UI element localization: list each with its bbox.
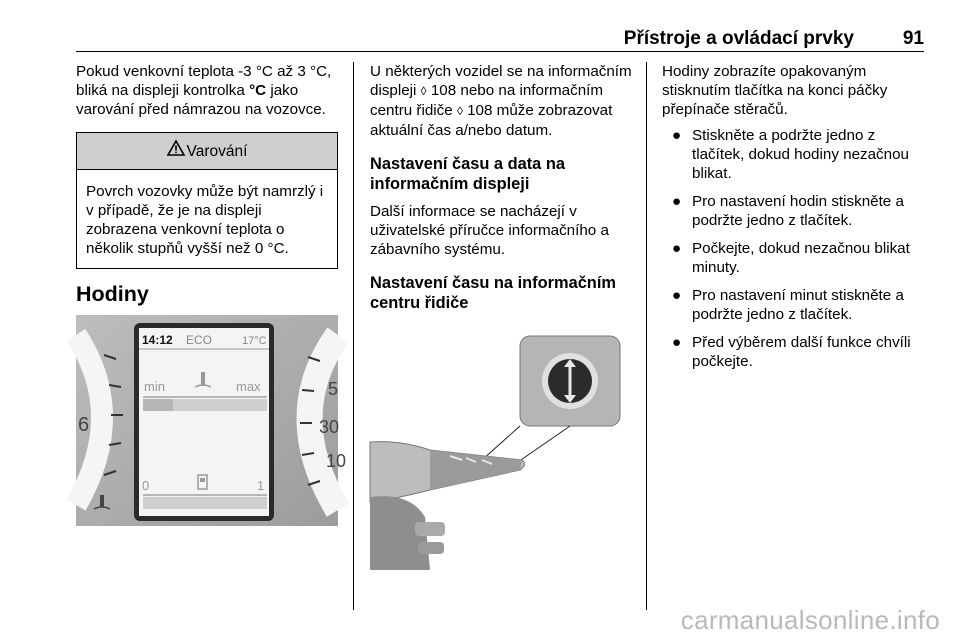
bullet-icon: ● xyxy=(672,127,682,144)
page-number: 91 xyxy=(902,28,924,49)
display-time: 14:12 xyxy=(142,333,173,347)
clock-display-figure xyxy=(76,315,347,526)
warning-box xyxy=(76,132,338,269)
clock-display-paragraph: Hodiny zobrazíte opakovaným stisknutím tlačítka na konci páčky přepínače stěračů. xyxy=(662,63,888,118)
watermark: carmanualsonline.info xyxy=(680,605,940,635)
header-title: Přístroje a ovládací prvky xyxy=(623,28,854,49)
column-divider xyxy=(353,62,354,610)
page-reference-icon: ◊ xyxy=(420,84,427,98)
warning-triangle-icon xyxy=(167,133,185,170)
warning-text: Povrch vozovky může být namrzlý i v případě, že je na displeji zobrazena venkovní teplota o několik stupňů vyšší než 0 °C. xyxy=(86,183,324,257)
gauge-min-label: min xyxy=(144,379,165,394)
list-item: ● Pro nastavení minut stiskněte a podržte jedno z tlačítek. xyxy=(672,287,904,323)
column-1 xyxy=(76,62,342,314)
fuel-max-label: 1 xyxy=(257,478,265,493)
dial-left-number: 6 xyxy=(78,414,90,436)
display-mode: ECO xyxy=(186,333,213,347)
bullet-icon: ● xyxy=(672,334,682,351)
display-temperature: 17°C xyxy=(242,335,267,347)
wiper-lever-figure xyxy=(370,332,624,570)
page-reference-icon: ◊ xyxy=(456,104,463,118)
temperature-indicator-label: °C xyxy=(249,82,267,99)
subheading-info-display: Nastavení času a data na informačním displeji xyxy=(370,155,565,193)
list-item: ● Pro nastavení hodin stiskněte a podržte jedno z tlačítek. xyxy=(672,193,904,229)
page-header xyxy=(76,24,924,52)
subheading-driver-info-centre: Nastavení času na informačním centru řidiče xyxy=(370,274,616,312)
fuel-min-label: 0 xyxy=(142,478,150,493)
column-2 xyxy=(370,62,636,321)
section-heading-clock: Hodiny xyxy=(76,282,149,306)
frost-warning-paragraph: Pokud venkovní teplota -3 °C až 3 °C, bliká na displeji kontrolka °C jako varování před námrazou na vozovce. xyxy=(76,63,332,118)
column-divider xyxy=(646,62,647,610)
header-rule xyxy=(76,51,924,52)
clock-intro-paragraph: U některých vozidel se na informačním displeji ◊ 108 nebo na informačním centru řidiče ◊ 108 může zobrazovat aktuální čas a/nebo datum. xyxy=(370,63,632,139)
warning-header xyxy=(77,133,337,170)
info-display-paragraph: Další informace se nacházejí v uživatelské příručce informačního a zábavního systému. xyxy=(370,203,609,258)
warning-title: Varování xyxy=(186,143,248,160)
column-3 xyxy=(662,62,926,380)
bullet-icon: ● xyxy=(672,240,682,257)
dial-right-number: 30 xyxy=(319,417,340,437)
bullet-icon: ● xyxy=(672,193,682,210)
gauge-max-label: max xyxy=(236,379,261,394)
bullet-icon: ● xyxy=(672,287,682,304)
dial-right-number: 5 xyxy=(328,379,339,399)
list-item: ● Před výběrem další funkce chvíli počkejte. xyxy=(672,334,911,370)
dial-right-number: 10 xyxy=(326,451,347,471)
list-item: ● Stiskněte a podržte jedno z tlačítek, dokud hodiny nezačnou blikat. xyxy=(672,127,909,182)
list-item: ● Počkejte, dokud nezačnou blikat minuty. xyxy=(672,240,910,276)
steps-list xyxy=(662,126,926,371)
